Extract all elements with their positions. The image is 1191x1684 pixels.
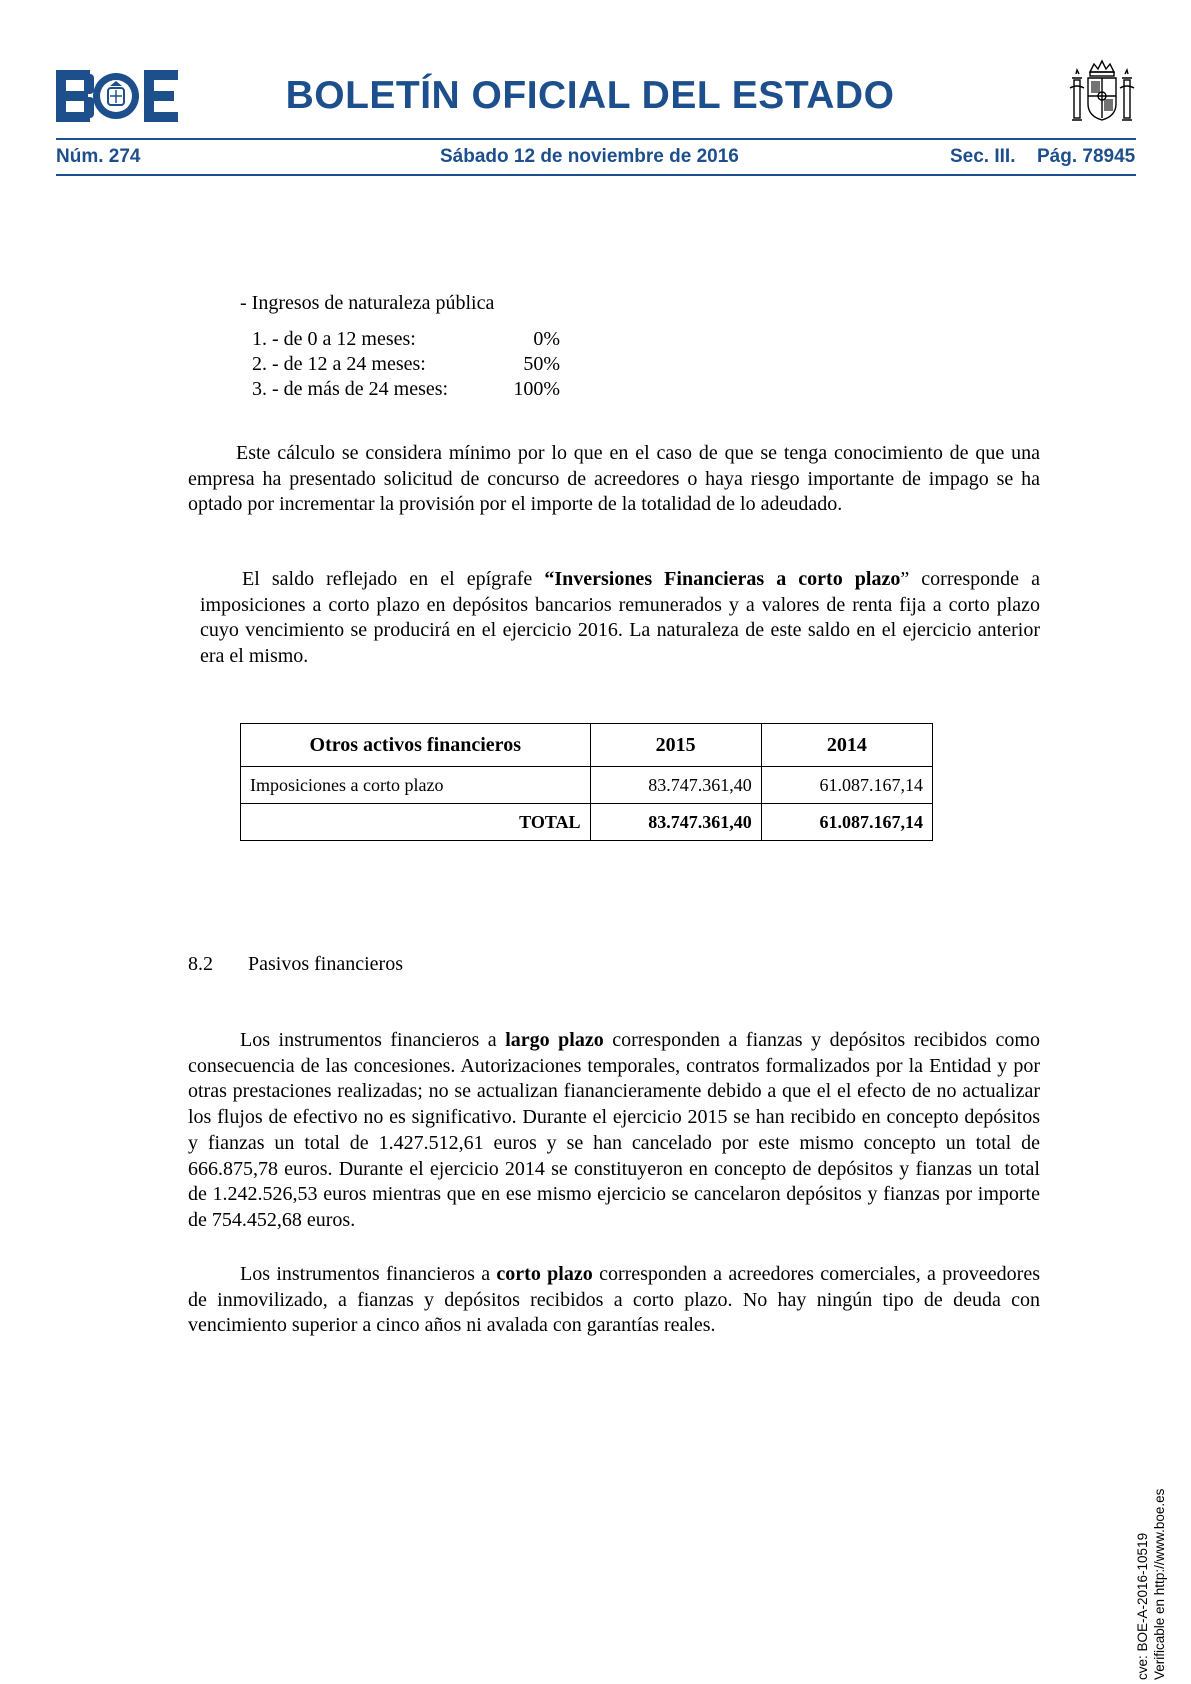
boe-logo-icon <box>56 70 178 122</box>
table-header: 2014 <box>761 724 932 767</box>
paragraph-long-term-text: corresponden a fianzas y depósitos recibidos como consecuencia de las concesiones. Autorizaciones temporales, contratos formalizados por la Entidad y por otras prestaciones realizadas; no se actualizan fianancieramente debido a que el el efecto de no actualizar los flujos de efectivo no es significativo. Durante el ejercicio 2015 se han recibido en concepto depósitos y fianzas un total de 1.427.512,61 euros y se han cancelado por este mismo concepto un total de 666.875,78 euros. Durante el ejercicio 2014 se constituyeron en concepto de depósitos y fianzas un total de 1.242.526,53 euros mientras que en ese mismo ejercicio se cancelaron depósitos y fianzas por importe de 754.452,68 euros. <box>188 1029 1040 1231</box>
list-item-label: 2. - de 12 a 24 meses: <box>252 353 426 375</box>
paragraph-investments-text: El saldo reflejado en el epígrafe <box>242 568 545 590</box>
table-total-label: TOTAL <box>241 804 591 841</box>
page-number: Pág. 78945 <box>1037 146 1136 167</box>
paragraph-investments-bold: “Inversiones Financieras a corto plazo <box>544 568 901 590</box>
list-item-label: 1. - de 0 a 12 meses: <box>252 328 416 350</box>
coat-of-arms-icon <box>1068 58 1136 132</box>
list-item <box>252 353 426 376</box>
list-item-value: 50% <box>523 353 560 375</box>
header-rule-top <box>56 138 1136 140</box>
header-rule-bottom <box>56 174 1136 176</box>
issue-number: Núm. 274 <box>56 146 141 167</box>
table-cell: Imposiciones a corto plazo <box>241 767 591 804</box>
paragraph-short-term <box>188 1262 1040 1339</box>
table-cell: 83.747.361,40 <box>590 767 761 804</box>
paragraph-investments <box>200 567 1040 670</box>
section-number: 8.2 <box>188 953 213 975</box>
table-header-row <box>241 724 933 767</box>
paragraph-provision: Este cálculo se considera mínimo por lo que en el caso de que se tenga conocimiento de que una empresa ha presentado solicitud de concurso de acreedores o haya riesgo importante de impago se ha optado por incrementar la provisión por el importe de la totalidad de lo adeudado. <box>188 442 1040 516</box>
cve-code: cve: BOE-A-2016-10519 <box>1135 1532 1150 1680</box>
list-item <box>252 328 416 351</box>
section-label: Sec. III. <box>950 146 1016 167</box>
list-item-label: 3. - de más de 24 meses: <box>252 378 449 400</box>
paragraph-short-term-bold: corto plazo <box>496 1263 593 1285</box>
masthead-title: BOLETÍN OFICIAL DEL ESTADO <box>285 74 895 117</box>
paragraph-short-term-text: Los instrumentos financieros a <box>240 1263 497 1285</box>
list-item <box>252 378 448 401</box>
paragraph-long-term-bold: largo plazo <box>505 1029 604 1051</box>
paragraph-short-term-text: corresponden a acreedores comerciales, a proveedores de inmovilizado, a fianzas y depósitos recibidos a corto plazo. No hay ningún tipo de deuda con vencimiento superior a cinco años ni avalada con garantías reales. <box>188 1263 1040 1337</box>
table-header: 2015 <box>590 724 761 767</box>
paragraph-long-term <box>188 1028 1040 1234</box>
table-header: Otros activos financieros <box>241 724 591 767</box>
list-item-value: 0% <box>533 328 560 350</box>
paragraph-investments-text: ” corresponde a imposiciones a corto plazo en depósitos bancarios remunerados y a valores de renta fija a corto plazo cuyo vencimiento se producirá en el ejercicio 2016. La naturaleza de este saldo en el ejercicio anterior era el mismo. <box>200 568 1040 668</box>
paragraph-long-term-text: Los instrumentos financieros a <box>240 1029 506 1051</box>
verification-link[interactable]: Verificable en http://www.boe.es <box>1152 1488 1167 1680</box>
table-row <box>241 767 933 804</box>
table-total-cell: 61.087.167,14 <box>761 804 932 841</box>
table-cell: 61.087.167,14 <box>761 767 932 804</box>
boe-logo <box>56 70 178 122</box>
table-total-row <box>241 804 933 841</box>
section-title: Pasivos financieros <box>248 953 403 975</box>
issue-date: Sábado 12 de noviembre de 2016 <box>440 146 739 167</box>
table-total-cell: 83.747.361,40 <box>590 804 761 841</box>
list-item-value: 100% <box>513 378 560 400</box>
cve-sidebar <box>1134 1380 1174 1680</box>
list-heading: - Ingresos de naturaleza pública <box>240 292 495 314</box>
financial-assets-table <box>240 723 933 841</box>
